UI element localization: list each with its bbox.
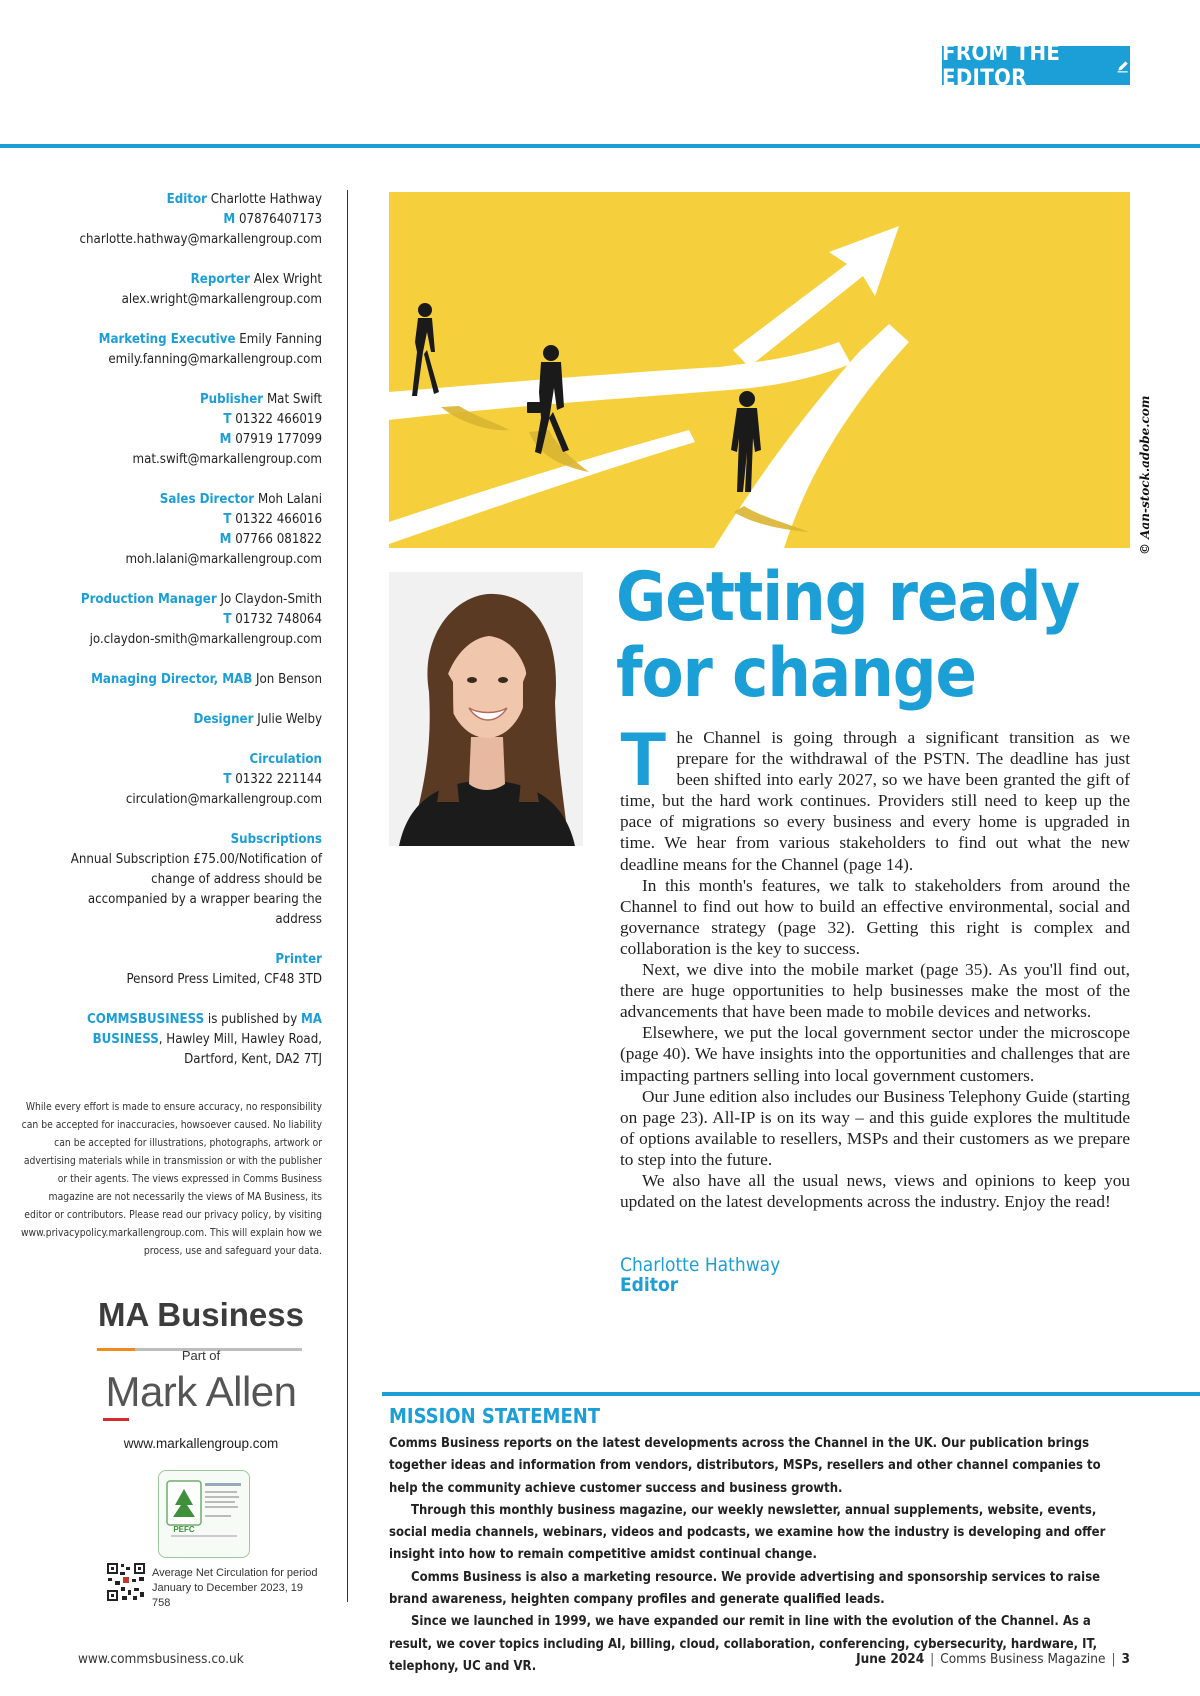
staff-email[interactable]: charlotte.hathway@markallengroup.com: [79, 232, 322, 247]
publisher-block: [60, 1010, 322, 1070]
staff-entry: [60, 590, 322, 650]
image-credit: [1134, 385, 1154, 555]
mission-body: [389, 1433, 1131, 1678]
subscriptions-text: Annual Subscription £75.00/Notification of change of address should be accompanied by a wrapper bearing the address: [70, 852, 322, 927]
staff-entry: [60, 710, 322, 730]
pefc-certification-badge: [158, 1470, 250, 1558]
publisher-company: MA BUSINESS: [92, 1012, 322, 1047]
contact-number: 07876407173: [238, 212, 322, 227]
section-badge: [942, 40, 1130, 91]
contact-number: 01322 466019: [235, 412, 322, 427]
article-paragraph: Next, we dive into the mobile market (page 35). As you'll find out, there are huge opportunities to help businesses make the most of the advancements that have been made to mobile devices and networks.: [620, 960, 1130, 1022]
publisher-text2: , Hawley Mill, Hawley Road, Dartford, Kent, DA2 7TJ: [158, 1032, 322, 1067]
signature-name: Charlotte Hathway: [620, 1254, 781, 1276]
mission-paragraph: Through this monthly business magazine, our weekly newsletter, annual supplements, website, events, social media channels, webinars, videos and podcasts, we examine how the industry is developing and offer insight into how to remain competitive amidst continual change.: [389, 1502, 1106, 1563]
staff-role: Managing Director, MAB: [91, 672, 253, 687]
contact-number: 01322 466016: [235, 512, 322, 527]
article-body: [620, 717, 1130, 1212]
contact-prefix: M: [219, 532, 232, 547]
subscriptions-label: Subscriptions: [230, 832, 322, 847]
staff-entry: [60, 670, 322, 690]
staff-email[interactable]: moh.lalani@markallengroup.com: [125, 552, 322, 567]
circulation-label: Circulation: [249, 752, 322, 767]
printer-label: Printer: [275, 952, 322, 967]
article-paragraph: [620, 717, 1130, 875]
mark-allen-logo-accent: [103, 1418, 129, 1421]
staff-role: Publisher: [199, 392, 264, 407]
footer-separator: |: [930, 1651, 935, 1667]
pefc-tree-icon: [159, 1471, 249, 1557]
contact-prefix: T: [223, 512, 232, 527]
ma-business-logo: MA Business: [98, 1296, 304, 1333]
article-title: [616, 560, 1130, 712]
mission-rule: [382, 1392, 1200, 1396]
staff-name: Charlotte Hathway: [210, 192, 322, 207]
pencil-icon: [1116, 57, 1130, 75]
branching-path-illustration: [389, 192, 1130, 548]
qr-code-icon: [106, 1562, 146, 1602]
staff-entry: [60, 330, 322, 370]
staff-email[interactable]: mat.swift@markallengroup.com: [132, 452, 322, 467]
circulation-email[interactable]: circulation@markallengroup.com: [125, 792, 322, 807]
part-of-label: Part of: [181, 1348, 221, 1363]
staff-entry: [60, 490, 322, 570]
ma-business-logo-rule: [97, 1338, 302, 1341]
footer-separator: |: [1111, 1651, 1116, 1667]
staff-email[interactable]: emily.fanning@markallengroup.com: [108, 352, 322, 367]
portrait-illustration: [389, 572, 583, 846]
hero-illustration: [389, 192, 1130, 548]
article-paragraph: In this month's features, we talk to stakeholders from around the Channel to find out how to build an effective environmental, social and governance strategy (page 32). Getting this right is complex and collaboration is the key to success.: [620, 875, 1130, 958]
pefc-label: PEFC: [173, 1525, 195, 1534]
mark-allen-website[interactable]: www.markallengroup.com: [123, 1436, 279, 1451]
footer-magazine: Comms Business Magazine: [940, 1651, 1106, 1667]
printer-block: [60, 950, 322, 990]
contact-number: 07919 177099: [235, 432, 322, 447]
staff-name: Moh Lalani: [257, 492, 322, 507]
paragraph-text: he Channel is going through a significant transition as we prepare for the withdrawal of the PSTN. The deadline has just been shifted into early 2027, so we have been granted the gift of time, but the hard work continues. Providers still need to keep up the pace of migrations so every business and every home is upgraded in time. We hear from various stakeholders to find out what the new deadline means for the Channel (page 14).: [620, 728, 1130, 874]
publisher-brand: COMMSBUSINESS: [87, 1012, 205, 1027]
contact-number: 01732 748064: [235, 612, 322, 627]
top-rule: [0, 144, 1200, 148]
contact-prefix: M: [223, 212, 236, 227]
staff-role: Production Manager: [80, 592, 217, 607]
contact-prefix: T: [223, 612, 232, 627]
image-credit-text: © Aan-stock.adobe.com: [1138, 395, 1152, 555]
staff-name: Jo Claydon-Smith: [220, 592, 322, 607]
circulation-note: Average Net Circulation for period January to December 2023, 19 758: [152, 1567, 318, 1609]
editor-portrait: [389, 572, 583, 846]
section-label: FROM THE EDITOR: [942, 40, 1061, 91]
staff-email[interactable]: jo.claydon-smith@markallengroup.com: [89, 632, 322, 647]
circulation-phone: 01322 221144: [235, 772, 322, 787]
staff-entry: [60, 390, 322, 470]
publisher-text1: is published by: [204, 1012, 298, 1027]
page-number: 3: [1121, 1651, 1130, 1667]
article-paragraph: Elsewhere, we put the local government sector under the microscope (page 40). We have insights into the opportunities and challenges that are impacting partners selling into local government customers.: [620, 1023, 1130, 1085]
staff-role: Designer: [193, 712, 254, 727]
staff-email[interactable]: alex.wright@markallengroup.com: [121, 292, 322, 307]
subscriptions-block: [60, 830, 322, 930]
staff-entry: [60, 270, 322, 310]
drop-cap: T: [620, 717, 667, 802]
circulation-phone-prefix: T: [223, 772, 232, 787]
staff-name: Julie Welby: [257, 712, 322, 727]
footer-website[interactable]: www.commsbusiness.co.uk: [78, 1651, 244, 1667]
staff-name: Mat Swift: [266, 392, 322, 407]
staff-entry: [60, 190, 322, 250]
staff-list: [60, 190, 322, 730]
masthead: [60, 190, 322, 1090]
footer-issue-info: [760, 1651, 1130, 1667]
staff-name: Alex Wright: [253, 272, 322, 287]
disclaimer: While every effort is made to ensure accuracy, no responsibility can be accepted for inaccuracies, howsoever caused. No liability can be accepted for illustrations, photographs, artwork or advertising materials while in transmission or with the publisher or their agents. The views expressed in Comms Business magazine are not necessarily the views of MA Business, its editor or contributors. Please read our privacy policy, by visiting www.privacypolicy.markallengroup.com. This will explain how we process, use and safeguard your data.: [20, 1101, 322, 1257]
mission-paragraph: Since we launched in 1999, we have expanded our remit in line with the evolution of the Channel. As a result, we cover topics including AI, billing, cloud, collaboration, conferencing, cybersecurity, hardware, IT, telephony, UC and VR.: [389, 1614, 1098, 1674]
footer-issue: June 2024: [856, 1651, 925, 1667]
mission-title: MISSION STATEMENT: [389, 1404, 601, 1428]
staff-role: Marketing Executive: [98, 332, 236, 347]
mark-allen-logo: Mark Allen: [105, 1368, 297, 1415]
staff-role: Reporter: [190, 272, 250, 287]
circulation-block: [60, 750, 322, 810]
article-paragraph: We also have all the usual news, views and opinions to keep you updated on the latest developments across the industry. Enjoy the read!: [620, 1170, 1130, 1212]
title-line-2: for change: [616, 634, 977, 713]
mission-paragraph: Comms Business is also a marketing resource. We provide advertising and sponsorship services to raise brand awareness, heighten company profiles and generate qualified leads.: [389, 1569, 1101, 1608]
title-line-1: Getting ready: [616, 558, 1080, 637]
staff-name: Emily Fanning: [239, 332, 322, 347]
signature-role: Editor: [620, 1274, 679, 1296]
contact-number: 07766 081822: [235, 532, 322, 547]
column-divider: [347, 190, 348, 1602]
article-paragraph: Our June edition also includes our Business Telephony Guide (starting on page 23). All-IP is on its way – and this guide explores the multitude of options available to resellers, MSPs and their customers as we prepare to step into the future.: [620, 1086, 1130, 1169]
staff-name: Jon Benson: [256, 672, 322, 687]
staff-role: Editor: [166, 192, 207, 207]
contact-prefix: M: [219, 432, 232, 447]
mission-paragraph: Comms Business reports on the latest developments across the Channel in the UK. Our publication brings together ideas and information from vendors, distributors, MSPs, resellers and other channel companies to help the community achieve customer success and business growth.: [389, 1436, 1101, 1496]
staff-role: Sales Director: [159, 492, 255, 507]
printer-text: Pensord Press Limited, CF48 3TD: [126, 972, 322, 987]
contact-prefix: T: [223, 412, 232, 427]
